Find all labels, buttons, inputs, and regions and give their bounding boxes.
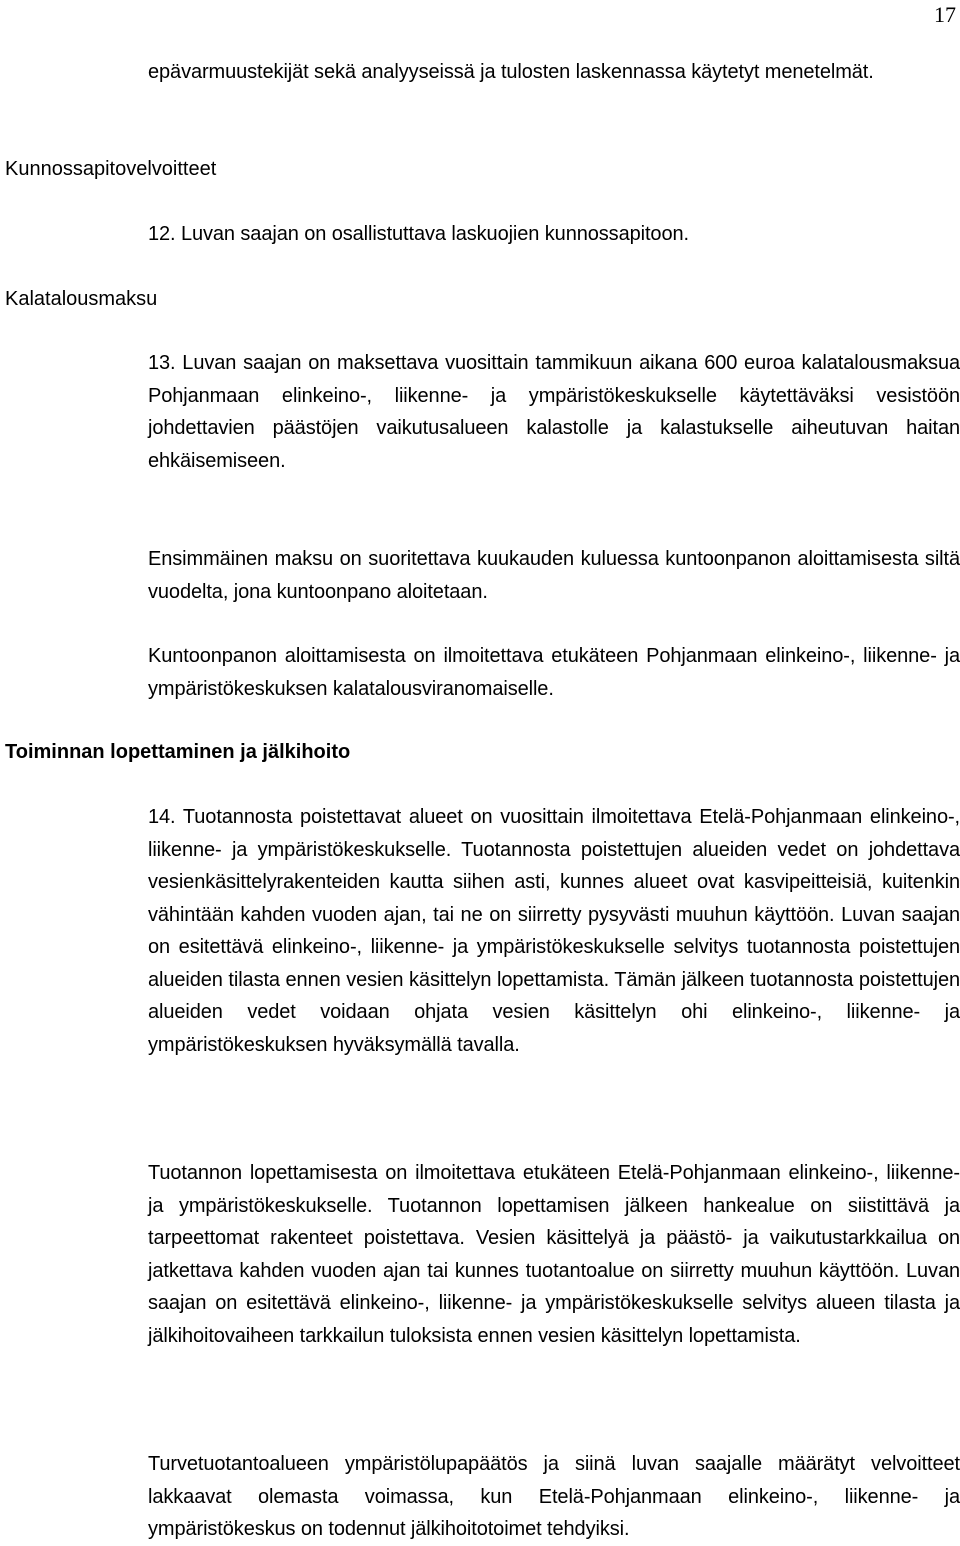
paragraph-14: 14. Tuotannosta poistettavat alueet on vuosittain ilmoitettava Etelä-Pohjanmaan elinkeino-, liikenne- ja ympäristökeskukselle. Tuotannosta poistettujen alueiden vedet on johdettava vesienkäsittelyrakenteiden kautta siihen asti, kunnes alueet ovat kasvipeitteisiä, kuitenkin vähintään kahden vuoden ajan, tai ne on siirretty pysyvästi muuhun käyttöön. Luvan saajan on esitettävä elinkeino-, liikenne- ja ympäristökeskukselle selvitys tuotannosta poistettujen alueiden tilasta ennen vesien käsittelyn lopettamista. Tämän jälkeen tuotannosta poistettujen alueiden vedet voidaan ohjata vesien käsittelyn ohi elinkeino-, liikenne- ja ympäristökeskuksen hyväksymällä tavalla. (148, 806, 960, 1056)
heading-maintenance: Kunnossapitovelvoitteet (5, 158, 217, 180)
paragraph-14-permit-end: Turvetuotantoalueen ympäristölupapäätös ja siinä luvan saajalle määrätyt velvoitteet lakkaavat olemasta voimassa, kun Etelä-Pohjanmaan elinkeino-, liikenne- ja ympäristökeskus on todennut jälkihoitotoimet tehdyiksi. (148, 1453, 960, 1540)
paragraph-13-first-payment: Ensimmäinen maksu on suoritettava kuukauden kuluessa kuntoonpanon aloittamisesta siltä vuodelta, jona kuntoonpano aloitetaan. (148, 548, 960, 603)
heading-closure: Toiminnan lopettaminen ja jälkihoito (5, 741, 351, 763)
heading-fishery-fee: Kalatalousmaksu (5, 288, 158, 310)
paragraph-intro: epävarmuustekijät sekä analyyseissä ja tulosten laskennassa käytetyt menetelmät. (148, 61, 874, 83)
paragraph-12: 12. Luvan saajan on osallistuttava laskuojien kunnossapitoon. (148, 223, 689, 245)
paragraph-13: 13. Luvan saajan on maksettava vuosittain tammikuun aikana 600 euroa kalatalousmaksua Pohjanmaan elinkeino-, liikenne- ja ympäristökeskukselle käytettäväksi vesistöön johdettavien päästöjen vaikutusalueen kalastolle ja kalastukselle aiheutuvan haitan ehkäisemiseen. (148, 352, 960, 472)
paragraph-14-termination: Tuotannon lopettamisesta on ilmoitettava etukäteen Etelä-Pohjanmaan elinkeino-, liikenne- ja ympäristökeskukselle. Tuotannon lopettamisen jälkeen hankealue on siistittävä ja tarpeettomat rakenteet poistettava. Vesien käsittelyä ja päästö- ja vaikutustarkkailua on jatkettava kahden vuoden ajan tai kunnes tuotantoalue on siirretty muuhun käyttöön. Luvan saajan on esitettävä elinkeino-, liikenne- ja ympäristökeskukselle selvitys alueen tilasta ja jälkihoitovaiheen tarkkailun tuloksista ennen vesien käsittelyn lopettamista. (148, 1162, 960, 1347)
page-number: 17 (934, 2, 956, 27)
paragraph-13-notification: Kuntoonpanon aloittamisesta on ilmoitettava etukäteen Pohjanmaan elinkeino-, liikenne- ja ympäristökeskuksen kalatalousviranomaiselle. (148, 645, 960, 700)
